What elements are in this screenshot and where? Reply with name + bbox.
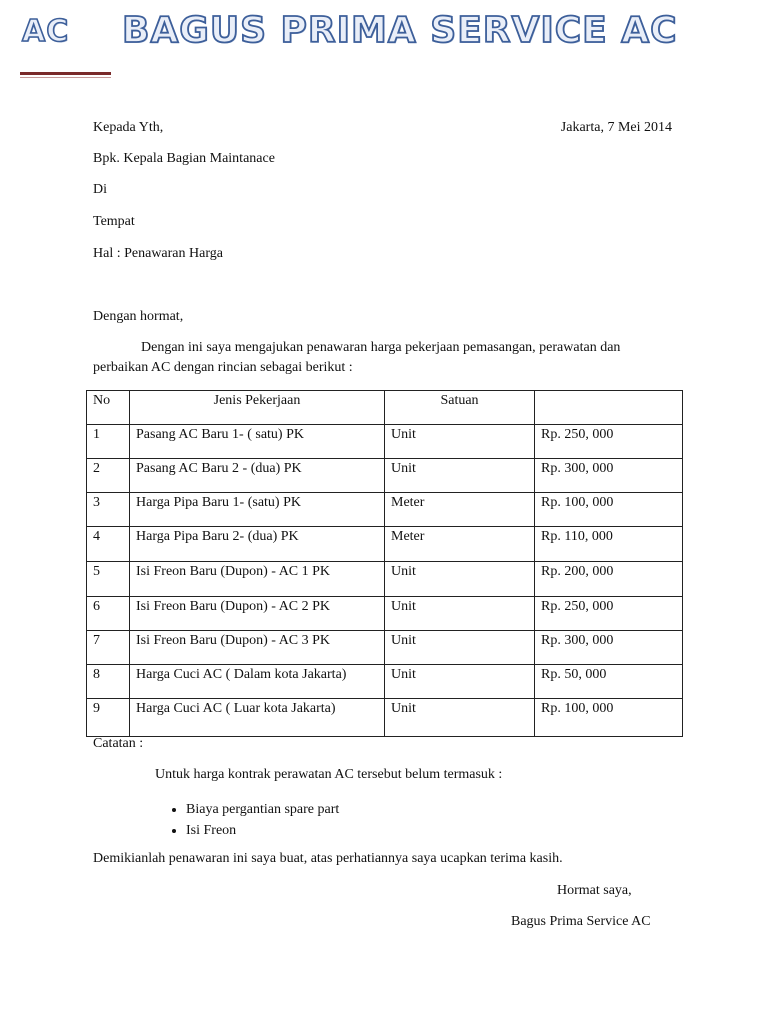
cell-satuan: Unit (385, 425, 535, 459)
table-row (87, 459, 683, 493)
cell-satuan: Meter (385, 493, 535, 527)
subject-line: Hal : Penawaran Harga (93, 246, 223, 261)
place-date: Jakarta, 7 Mei 2014 (560, 120, 672, 135)
cell-satuan: Unit (385, 699, 535, 737)
cell-satuan: Unit (385, 562, 535, 597)
table-row (87, 665, 683, 699)
cell-no: 2 (87, 459, 130, 493)
table-header-row (87, 391, 683, 425)
cell-harga: Rp. 50, 000 (535, 665, 683, 699)
header-jenis-pekerjaan: Jenis Pekerjaan (130, 391, 385, 425)
cell-jenis: Harga Pipa Baru 1- (satu) PK (130, 493, 385, 527)
signature: Bagus Prima Service AC (511, 914, 651, 929)
cell-harga: Rp. 100, 000 (535, 699, 683, 737)
cell-harga: Rp. 300, 000 (535, 631, 683, 665)
table-row (87, 562, 683, 597)
cell-harga: Rp. 110, 000 (535, 527, 683, 562)
di-line: Di (93, 182, 107, 197)
notes-list (160, 799, 339, 841)
cell-jenis: Harga Cuci AC ( Luar kota Jakarta) (130, 699, 385, 737)
table-row (87, 527, 683, 562)
header-rule (20, 72, 111, 75)
cell-jenis: Isi Freon Baru (Dupon) - AC 3 PK (130, 631, 385, 665)
cell-harga: Rp. 300, 000 (535, 459, 683, 493)
cell-satuan: Meter (385, 527, 535, 562)
cell-satuan: Unit (385, 597, 535, 631)
cell-jenis: Harga Cuci AC ( Dalam kota Jakarta) (130, 665, 385, 699)
table-row (87, 425, 683, 459)
header-rule-thin (20, 77, 111, 78)
cell-harga: Rp. 250, 000 (535, 425, 683, 459)
cell-harga: Rp. 200, 000 (535, 562, 683, 597)
notes-label: Catatan : (93, 736, 144, 751)
table-row (87, 597, 683, 631)
cell-jenis: Isi Freon Baru (Dupon) - AC 2 PK (130, 597, 385, 631)
header-no: No (87, 391, 130, 425)
recipient-line: Kepada Yth, (93, 120, 164, 135)
cell-no: 1 (87, 425, 130, 459)
cell-jenis: Pasang AC Baru 2 - (dua) PK (130, 459, 385, 493)
logo-ac: AC (22, 14, 70, 49)
cell-no: 6 (87, 597, 130, 631)
intro-line-2: perbaikan AC dengan rincian sebagai berikut : (93, 360, 353, 375)
table-row (87, 493, 683, 527)
cell-no: 8 (87, 665, 130, 699)
cell-no: 4 (87, 527, 130, 562)
cell-satuan: Unit (385, 459, 535, 493)
header-harga (535, 391, 683, 425)
closing-regards: Hormat saya, (557, 883, 632, 898)
cell-no: 5 (87, 562, 130, 597)
list-item: • Biaya pergantian spare part (186, 799, 339, 820)
intro-line-1: Dengan ini saya mengajukan penawaran harga pekerjaan pemasangan, perawatan dan (141, 340, 621, 355)
cell-satuan: Unit (385, 665, 535, 699)
cell-harga: Rp. 100, 000 (535, 493, 683, 527)
cell-jenis: Pasang AC Baru 1- ( satu) PK (130, 425, 385, 459)
table-row (87, 699, 683, 737)
price-table (86, 390, 683, 737)
cell-satuan: Unit (385, 631, 535, 665)
recipient-name: Bpk. Kepala Bagian Maintanace (93, 151, 275, 166)
cell-no: 9 (87, 699, 130, 737)
cell-no: 7 (87, 631, 130, 665)
notes-intro: Untuk harga kontrak perawatan AC tersebut belum termasuk : (155, 767, 503, 782)
header-satuan: Satuan (385, 391, 535, 425)
cell-no: 3 (87, 493, 130, 527)
cell-harga: Rp. 250, 000 (535, 597, 683, 631)
list-item: • Isi Freon (186, 820, 339, 841)
tempat-line: Tempat (93, 214, 135, 229)
greeting: Dengan hormat, (93, 309, 184, 324)
company-title: BAGUS PRIMA SERVICE AC (122, 10, 678, 51)
cell-jenis: Harga Pipa Baru 2- (dua) PK (130, 527, 385, 562)
table-row (87, 631, 683, 665)
closing-statement: Demikianlah penawaran ini saya buat, atas perhatiannya saya ucapkan terima kasih. (93, 851, 563, 866)
cell-jenis: Isi Freon Baru (Dupon) - AC 1 PK (130, 562, 385, 597)
